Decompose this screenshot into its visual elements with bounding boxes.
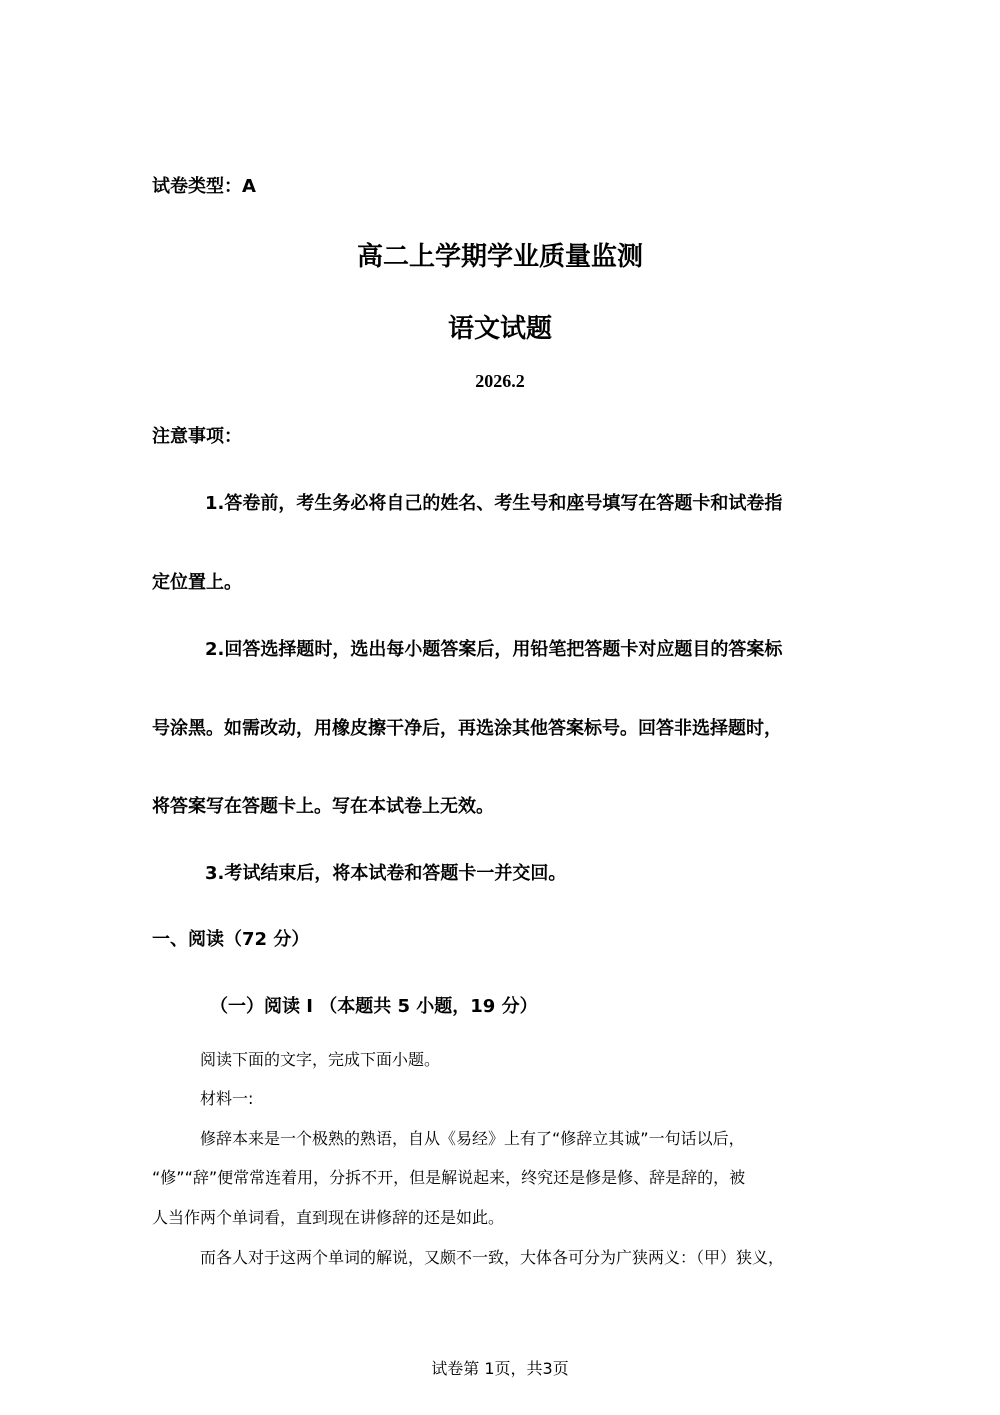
material-label: 材料一: xyxy=(200,1089,254,1108)
paragraph-line: 修辞本来是一个极熟的熟语，自从《易经》上有了“修辞立其诚”一句话以后， xyxy=(200,1129,745,1148)
notice-line: 3.考试结束后，将本试卷和答题卡一并交回。 xyxy=(205,863,567,884)
notice-line: 定位置上。 xyxy=(152,572,242,593)
subject-title: 语文试题 xyxy=(447,314,552,344)
notice-line: 2.回答选择题时，选出每小题答案后，用铅笔把答题卡对应题目的答案标 xyxy=(205,639,783,660)
exam-title: 高二上学期学业质量监测 xyxy=(356,242,643,272)
reading-instruction: 阅读下面的文字，完成下面小题。 xyxy=(200,1050,441,1069)
paper-type-label: 试卷类型：A xyxy=(152,176,256,197)
section-heading: 一、阅读（72 分） xyxy=(152,929,310,950)
exam-date: 2026.2 xyxy=(475,371,525,391)
notice-line: 1.答卷前，考生务必将自己的姓名、考生号和座号填写在答题卡和试卷指 xyxy=(205,493,783,514)
paragraph-line: 人当作两个单词看，直到现在讲修辞的还是如此。 xyxy=(152,1208,505,1227)
paragraph-line: 而各人对于这两个单词的解说，又颇不一致，大体各可分为广狭两义：（甲）狭义， xyxy=(200,1248,785,1267)
notice-line: 将答案写在答题卡上。写在本试卷上无效。 xyxy=(152,796,494,817)
notice-heading: 注意事项： xyxy=(152,426,242,447)
paragraph-line: “修”“辞”便常常连着用，分拆不开，但是解说起来，终究还是修是修、辞是辞的，被 xyxy=(152,1168,746,1187)
notice-line: 号涂黑。如需改动，用橡皮擦干净后，再选涂其他答案标号。回答非选择题时， xyxy=(152,718,782,739)
subsection-heading: （一）阅读 I （本题共 5 小题，19 分） xyxy=(210,996,538,1017)
page-footer: 试卷第 1页，共3页 xyxy=(431,1359,569,1378)
